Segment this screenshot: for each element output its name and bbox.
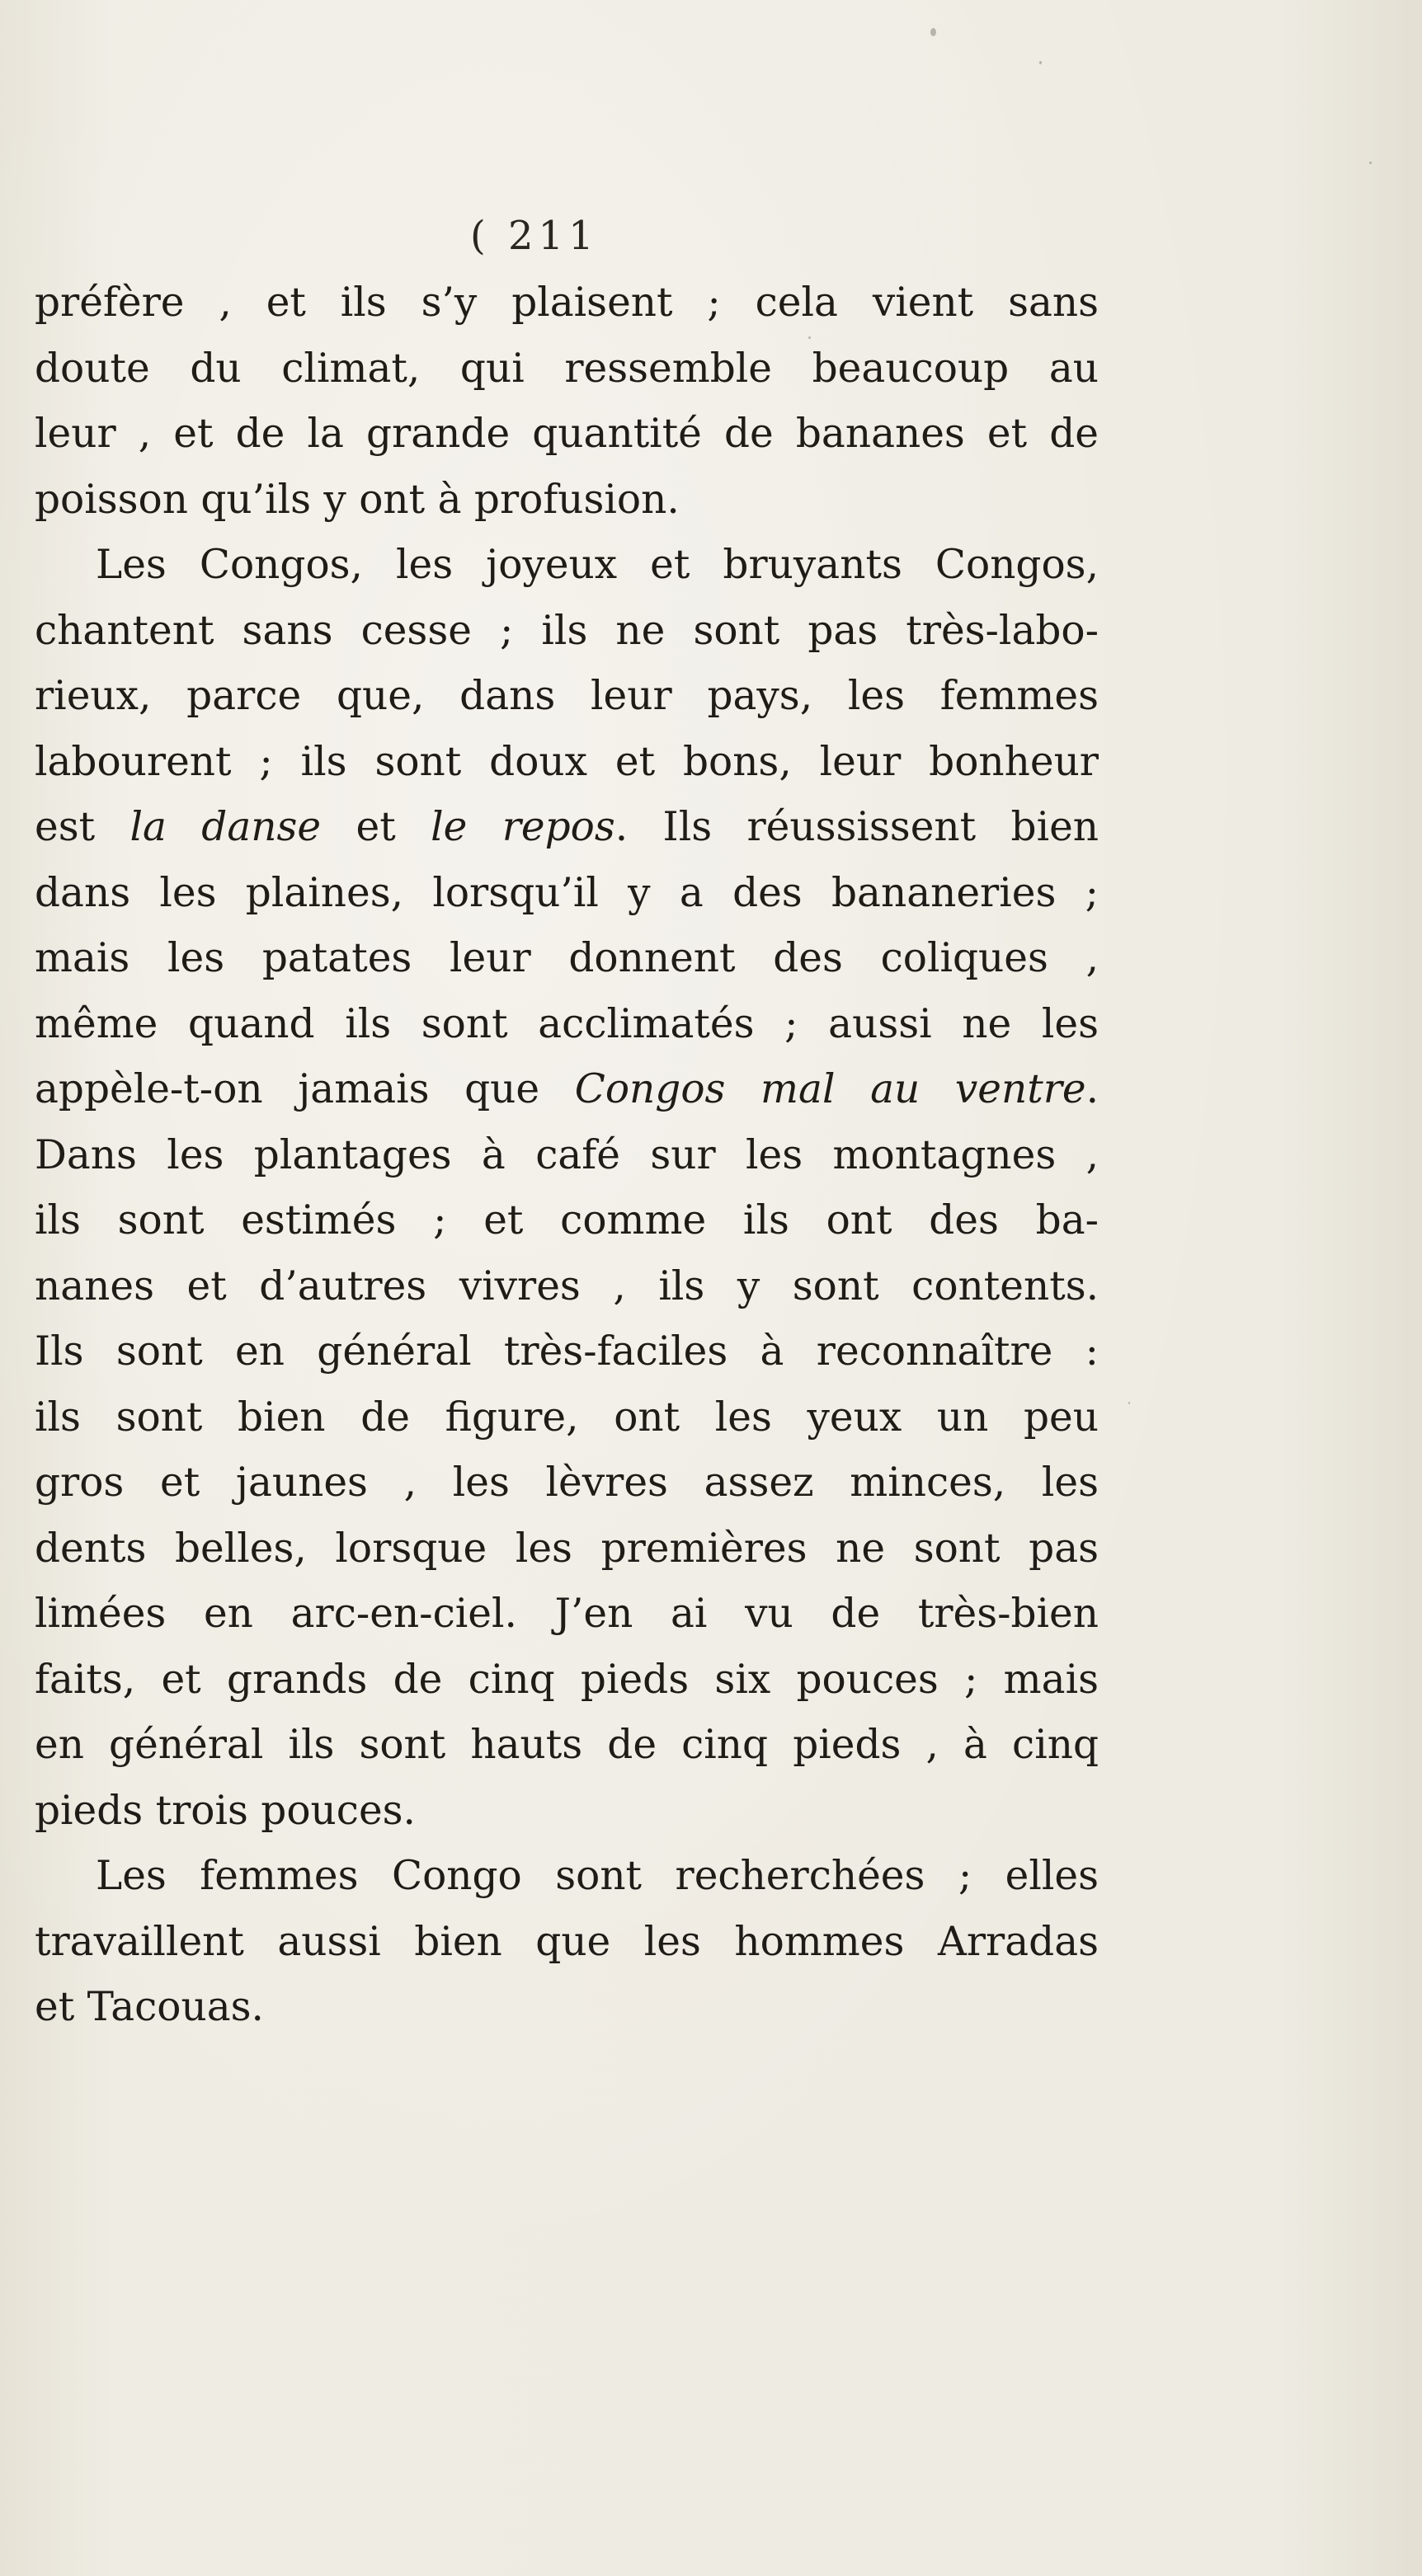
text-line: ils sont estimés ; et comme ils ont des ba- — [35, 1197, 1099, 1243]
text-line: faits, et grands de cinq pieds six pouces ; mais — [35, 1656, 1099, 1703]
text-line: labourent ; ils sont doux et bons, leur bonheur — [35, 738, 1099, 785]
text-line: dans les plaines, lorsqu’il y a des bananeries ; — [35, 869, 1099, 916]
text-line: Les femmes Congo sont recherchées ; elles — [96, 1853, 1099, 1899]
text-line: même quand ils sont acclimatés ; aussi ne les — [35, 1000, 1099, 1047]
text-line: Dans les plantages à café sur les montagnes , — [35, 1131, 1099, 1178]
text-line: travaillent aussi bien que les hommes Arradas — [35, 1918, 1099, 1965]
text-line: dents belles, lorsque les premières ne sont pas — [35, 1525, 1099, 1572]
paragraph-2 — [35, 533, 1099, 1844]
text-line: leur , et de la grande quantité de bananes et de — [35, 411, 1099, 457]
text-line: est la danse et le repos. Ils réussissent bien — [35, 804, 1099, 850]
text-line: en général ils sont hauts de cinq pieds , à cinq — [35, 1722, 1099, 1768]
text-line: poisson qu’ils y ont à profusion. — [35, 476, 680, 523]
paragraph-3 — [35, 1844, 1099, 2041]
page-number: ( 211 — [470, 213, 599, 259]
paragraph-1 — [35, 270, 1099, 533]
text-line: mais les patates leur donnent des coliques , — [35, 935, 1099, 981]
text-line: nanes et d’autres vivres , ils y sont contents. — [35, 1262, 1099, 1309]
text-line: appèle-t-on jamais que Congos mal au ventre. — [35, 1066, 1099, 1112]
text-line: et Tacouas. — [35, 1984, 264, 2030]
text-line: doute du climat, qui ressemble beaucoup au — [35, 345, 1099, 392]
paper-speck — [1128, 1402, 1130, 1404]
text-line: chantent sans cesse ; ils ne sont pas très-labo- — [35, 607, 1099, 654]
paper-speck — [1039, 61, 1042, 64]
text-line: pieds trois pouces. — [35, 1787, 416, 1834]
text-line: préfère , et ils s’y plaisent ; cela vient sans — [35, 280, 1099, 326]
paper-speck — [1369, 162, 1372, 164]
body-text — [35, 270, 1099, 2041]
text-line: Ils sont en général très-faciles à reconnaître : — [35, 1328, 1099, 1375]
text-line: limées en arc-en-ciel. J’en ai vu de très-bien — [35, 1591, 1099, 1637]
text-line: rieux, parce que, dans leur pays, les femmes — [35, 673, 1099, 719]
paper-speck — [930, 28, 936, 36]
text-line: Les Congos, les joyeux et bruyants Congos, — [96, 542, 1099, 588]
text-line: gros et jaunes , les lèvres assez minces, les — [35, 1460, 1099, 1506]
text-line: ils sont bien de figure, ont les yeux un peu — [35, 1394, 1099, 1441]
